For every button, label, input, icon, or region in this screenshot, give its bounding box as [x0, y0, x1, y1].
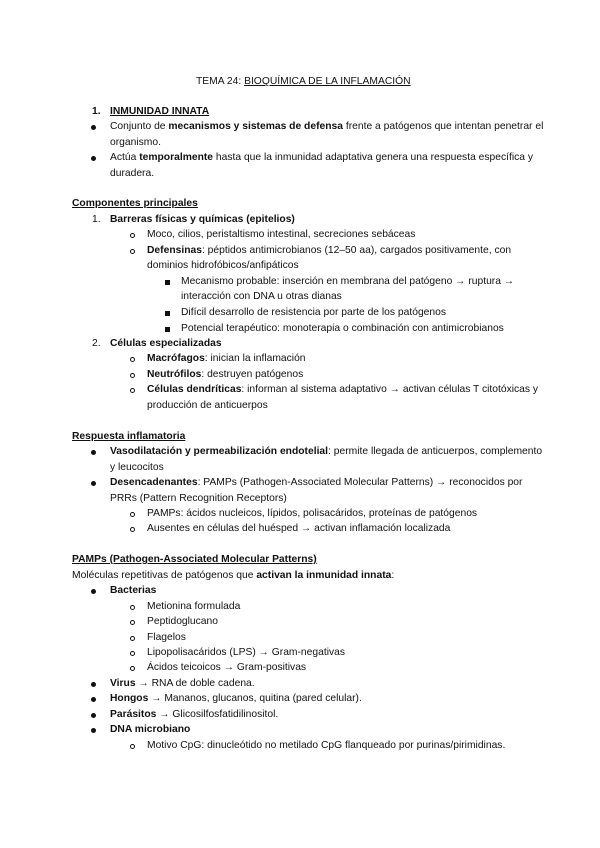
heading-components: Componentes principales: [72, 198, 198, 209]
heading-inflammatory-response: Respuesta inflamatoria: [72, 431, 186, 442]
list-item: Actúa temporalmente hasta que la inmunidad adaptativa genera una respuesta específica y: [110, 152, 534, 163]
list-item: Lipopolisacáridos (LPS) → Gram-negativas: [147, 647, 346, 658]
list-item-continuation: producción de anticuerpos: [147, 400, 268, 411]
list-item: Flagelos: [147, 632, 186, 643]
list-item: Ausentes en células del huésped → activan inflamación localizada: [147, 523, 451, 534]
bullet-circle: [130, 666, 135, 671]
bullet-circle: [130, 636, 135, 641]
bullet-circle: [130, 512, 135, 517]
list-item: Células dendríticas: informan al sistema adaptativo → activan células T citotóxicas y: [147, 384, 539, 395]
list-item: Defensinas: péptidos antimicrobianos (12–50 aa), cargados positivamente, con: [147, 245, 512, 256]
bullet-dot: [91, 697, 96, 702]
list-item-continuation: organismo.: [110, 137, 161, 148]
pamps-intro: Moléculas repetitivas de patógenos que activan la inmunidad innata:: [72, 570, 395, 581]
list-item-microbial-dna: DNA microbiano: [110, 724, 191, 735]
bullet-circle: [130, 527, 135, 532]
list-item-continuation: PRRs (Pattern Recognition Receptors): [110, 493, 287, 504]
list-item: Desencadenantes: PAMPs (Pathogen-Associated Molecular Patterns) → reconocidos por: [110, 477, 523, 488]
list-item: Moco, cilios, peristaltismo intestinal, secreciones sebáceas: [147, 229, 416, 240]
list-item-fungi: Hongos → Mananos, glucanos, quitina (pared celular).: [110, 693, 362, 704]
list-item: Motivo CpG: dinucleótido no metilado CpG flanqueado por purinas/pirimidinas.: [147, 740, 506, 751]
list-item: Macrófagos: inician la inflamación: [147, 353, 306, 364]
list-item-continuation: y leucocitos: [110, 462, 164, 473]
bullet-dot: [91, 481, 96, 486]
list-item-bacteria: Bacterias: [110, 585, 157, 596]
bullet-circle: [130, 357, 135, 362]
bullet-dot: [91, 156, 96, 161]
list-item-cells: Células especializadas: [110, 338, 222, 349]
list-item: Ácidos teicoicos → Gram-positivas: [147, 662, 307, 673]
list-item: Neutrófilos: destruyen patógenos: [147, 369, 304, 380]
bullet-circle: [130, 388, 135, 393]
list-item-continuation: duradera.: [110, 168, 155, 179]
list-item: Mecanismo probable: inserción en membrana del patógeno → ruptura →: [181, 276, 515, 287]
list-item: Vasodilatación y permeabilización endotelial: permite llegada de anticuerpos, complemento: [110, 446, 543, 457]
section-number: 1.: [92, 106, 101, 117]
list-item: Metionina formulada: [147, 601, 241, 612]
bullet-square: [165, 280, 170, 285]
bullet-dot: [91, 682, 96, 687]
bullet-circle: [130, 249, 135, 254]
bullet-circle: [130, 233, 135, 238]
bullet-circle: [130, 620, 135, 625]
bullet-square: [165, 311, 170, 316]
bullet-dot: [91, 125, 96, 130]
list-item-parasites: Parásitos → Glicosilfosfatidilinositol.: [110, 709, 279, 720]
list-item-continuation: dominios hidrofóbicos/anfipáticos: [147, 260, 299, 271]
list-item: Potencial terapéutico: monoterapia o combinación con antimicrobianos: [181, 323, 504, 334]
bullet-circle: [130, 605, 135, 610]
bullet-circle: [130, 744, 135, 749]
list-item: Conjunto de mecanismos y sistemas de defensa frente a patógenos que intentan penetrar el: [110, 121, 544, 132]
list-item: Difícil desarrollo de resistencia por parte de los patógenos: [181, 307, 447, 318]
section-heading-innate-immunity: INMUNIDAD INNATA: [110, 106, 210, 117]
bullet-dot: [91, 713, 96, 718]
list-item: PAMPs: ácidos nucleicos, lípidos, polisacáridos, proteínas de patógenos: [147, 508, 478, 519]
list-number: 1.: [92, 214, 101, 225]
page-title: TEMA 24: BIOQUÍMICA DE LA INFLAMACIÓN: [196, 76, 411, 87]
list-item-barriers: Barreras físicas y químicas (epitelios): [110, 214, 295, 225]
list-number: 2.: [92, 338, 101, 349]
list-item: Peptidoglucano: [147, 616, 218, 627]
bullet-circle: [130, 651, 135, 656]
bullet-dot: [91, 589, 96, 594]
bullet-circle: [130, 373, 135, 378]
heading-pamps: PAMPs (Pathogen-Associated Molecular Patterns): [72, 554, 317, 565]
bullet-dot: [91, 728, 96, 733]
bullet-dot: [91, 450, 96, 455]
list-item-continuation: interacción con DNA u otras dianas: [181, 291, 342, 302]
bullet-square: [165, 327, 170, 332]
list-item-virus: Virus → RNA de doble cadena.: [110, 678, 255, 689]
